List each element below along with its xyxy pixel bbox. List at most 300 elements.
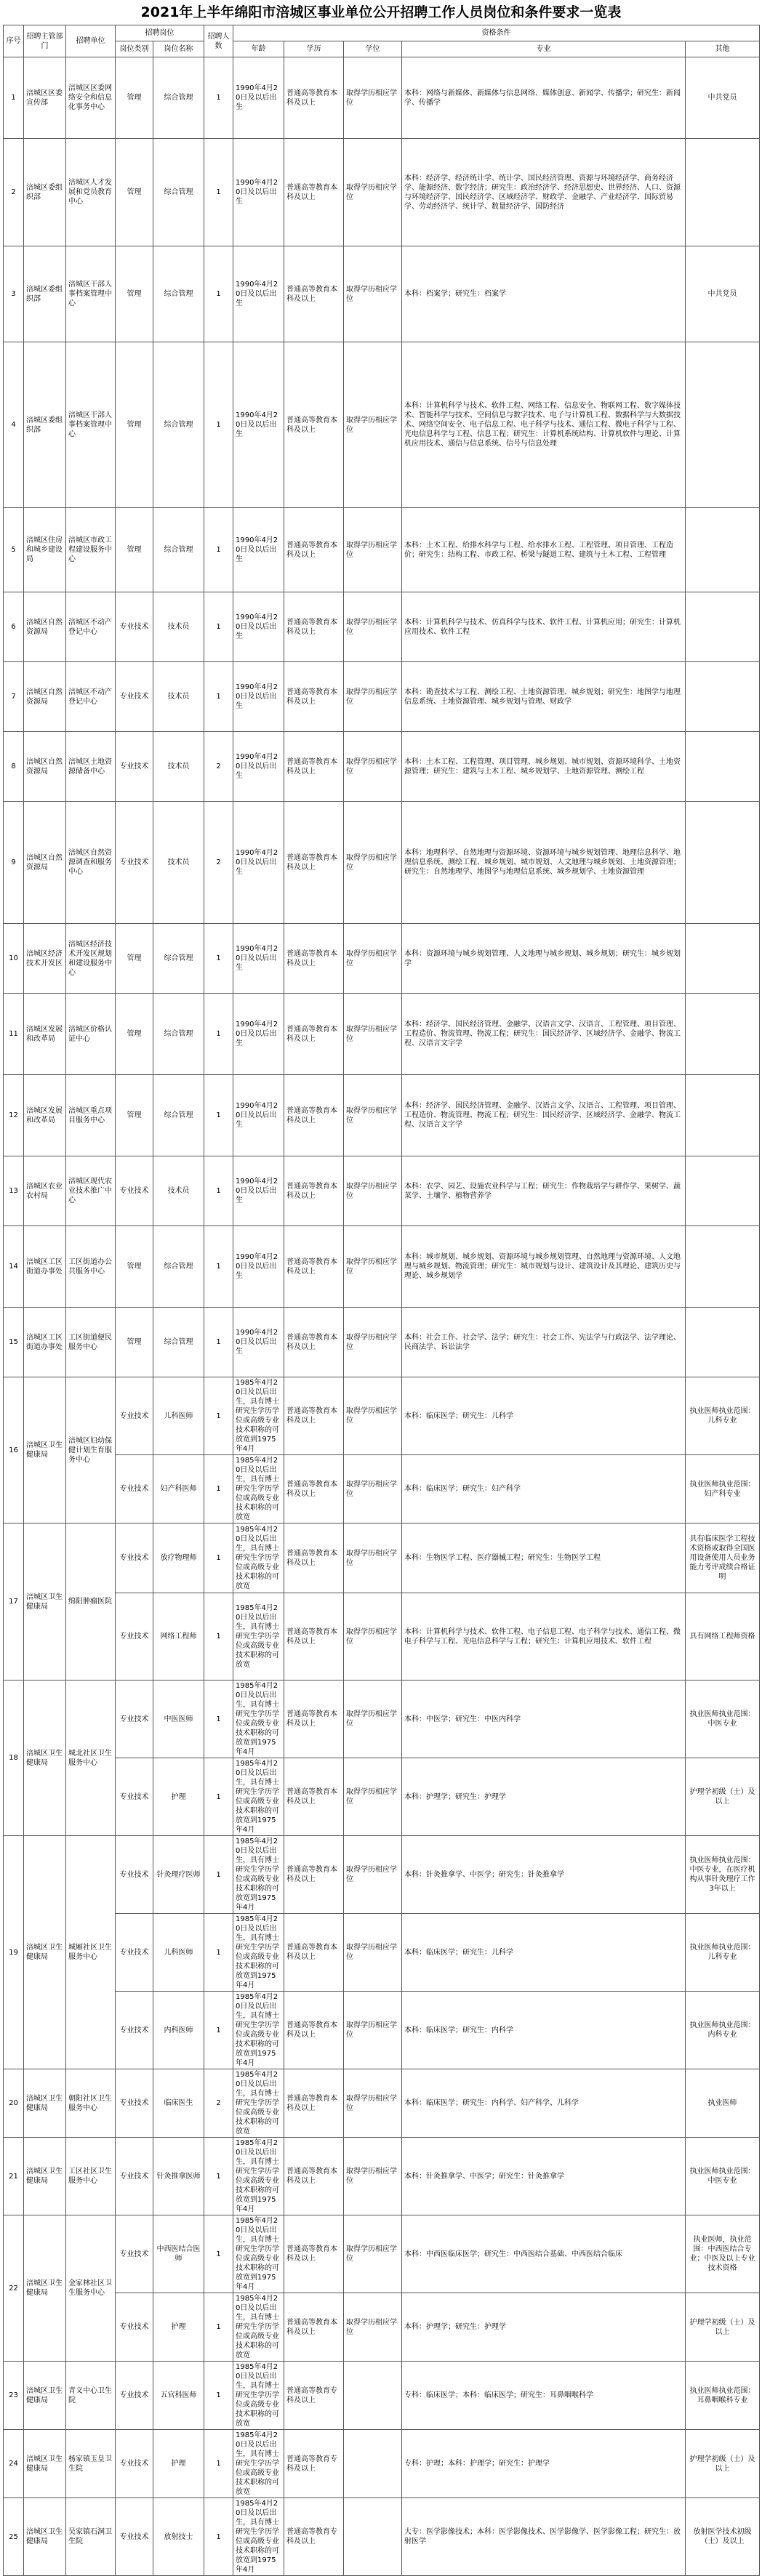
cell-dept: 涪城区住房和城乡建设局 [24,508,66,592]
cell-dept: 涪城区卫生健康局 [24,2430,66,2498]
cell-major: 本科：中西医临床医学；研究生：中西医结合基础、中西医结合临床 [402,2215,686,2293]
table-row [4,1681,760,1758]
cell-age: 1990年4月20日及以后出生 [233,57,284,139]
cell-major: 本科：勘查技术与工程、测绘工程、土地资源管理、城乡规划；研究生：地图学与地理信息系统、土地资源管理、城乡规划与管理、财政学 [402,662,686,732]
cell-post-type: 专业技术 [116,1914,153,1992]
cell-unit: 吴家镇石洞卫生院 [66,2498,116,2576]
cell-seq: 15 [4,1308,24,1377]
cell-count: 1 [204,1226,233,1308]
cell-post-name: 综合管理 [153,1226,204,1308]
cell-seq: 24 [4,2430,24,2498]
header-conditions: 资格条件 [233,25,760,41]
cell-unit: 涪城区不动产登记中心 [66,662,116,732]
cell-count: 1 [204,1156,233,1226]
cell-major: 本科：经济学、国民经济管理、金融学、汉语言文学、汉语言、工程管理、项目管理、工程造价、物流管理、物流工程；研究生：国民经济学、区域经济学、金融学、物流工程、汉语言文字学 [402,994,686,1075]
cell-post-type: 专业技术 [116,1156,153,1226]
table-row [4,1308,760,1377]
cell-dept: 涪城区卫生健康局 [24,1377,66,1524]
cell-seq: 16 [4,1377,24,1524]
cell-degree: 取得学历相应学位 [344,139,402,246]
cell-count: 1 [204,1524,233,1593]
cell-education: 普通高等教育本科及以上 [284,2293,344,2362]
cell-post-name: 综合管理 [153,924,204,994]
cell-seq: 17 [4,1524,24,1681]
cell-count: 1 [204,2362,233,2430]
cell-other [686,1308,760,1377]
table-row [4,1377,760,1455]
cell-dept: 涪城区卫生健康局 [24,1681,66,1836]
cell-degree: 取得学历相应学位 [344,592,402,662]
cell-other: 具有网络工程师资格 [686,1593,760,1681]
cell-count: 2 [204,732,233,802]
cell-dept: 涪城区委组织部 [24,342,66,508]
header-post-type: 岗位类别 [116,41,153,57]
cell-other: 执业医师执业范围：中医专业，在医疗机构从事针灸理疗工作3年以上 [686,1836,760,1914]
cell-major: 本科：针灸推拿学、中医学；研究生：针灸推拿学 [402,2138,686,2215]
cell-post-type: 专业技术 [116,1836,153,1914]
cell-other: 执业医师，执业范围：中西医结合专业；中医及以上专业技术资格 [686,2215,760,2293]
cell-count: 1 [204,994,233,1075]
cell-seq: 3 [4,246,24,342]
cell-degree: 取得学历相应学位 [344,2293,402,2362]
cell-post-name: 护理 [153,2293,204,2362]
cell-post-type: 管理 [116,246,153,342]
table-row [4,2069,760,2138]
cell-major: 本科：农学、园艺、设施农业科学与工程；研究生：作物栽培学与耕作学、果树学、蔬菜学、土壤学、植物营养学 [402,1156,686,1226]
cell-count: 1 [204,2215,233,2293]
cell-post-name: 技术员 [153,592,204,662]
cell-other: 中共党员 [686,57,760,139]
cell-major: 专科：护理；本科：护理学；研究生：护理学 [402,2430,686,2498]
cell-age: 1985年4月20日及以后出生，具有博士研究生学历学位或高级专业技术职称的可放宽到1975年4月 [233,1992,284,2069]
cell-degree: 取得学历相应学位 [344,1308,402,1377]
cell-post-type: 管理 [116,342,153,508]
cell-age: 1990年4月20日及以后出生 [233,592,284,662]
cell-degree: 取得学历相应学位 [344,1914,402,1992]
cell-education: 普通高等教育本科及以上 [284,139,344,246]
cell-dept: 涪城区自然资源局 [24,802,66,924]
table-row [4,1593,760,1681]
cell-age: 1985年4月20日及以后出生，具有博士研究生学历学位或高级专业技术职称的可放宽到1975年4月 [233,1914,284,1992]
cell-other: 执业医师执业范围：儿科专业 [686,1914,760,1992]
cell-age: 1990年4月20日及以后出生 [233,342,284,508]
header-major: 专业 [402,41,686,57]
cell-count: 1 [204,1758,233,1836]
cell-count: 1 [204,139,233,246]
cell-other: 放射医学技术初级（士）及以上 [686,2498,760,2576]
positions-table [3,25,760,2576]
cell-unit: 涪城区不动产登记中心 [66,592,116,662]
table-row [4,994,760,1075]
cell-degree: 取得学历相应学位 [344,1836,402,1914]
table-row [4,1836,760,1914]
cell-post-type: 管理 [116,1308,153,1377]
cell-major: 本科：计算机科学与技术、软件工程、电子信息工程、电子科学与技术、通信工程、微电子科学与工程、光电信息科学与工程；研究生：计算机应用技术、软件工程 [402,1593,686,1681]
cell-degree: 取得学历相应学位 [344,2069,402,2138]
cell-dept: 涪城区发展和改革局 [24,1075,66,1156]
cell-degree: 取得学历相应学位 [344,1593,402,1681]
cell-post-name: 技术员 [153,802,204,924]
cell-seq: 6 [4,592,24,662]
cell-other [686,1075,760,1156]
cell-post-name: 技术员 [153,662,204,732]
cell-post-type: 专业技术 [116,732,153,802]
cell-major: 本科：护理学；研究生：护理学 [402,1758,686,1836]
cell-post-name: 综合管理 [153,57,204,139]
cell-post-type: 管理 [116,924,153,994]
cell-age: 1985年4月20日及以后出生，具有博士研究生学历学位或高级专业技术职称的可放宽 [233,2362,284,2430]
cell-post-type: 专业技术 [116,1524,153,1593]
cell-other: 中共党员 [686,246,760,342]
cell-degree: 取得学历相应学位 [344,1758,402,1836]
cell-seq: 14 [4,1226,24,1308]
cell-count: 1 [204,1593,233,1681]
header-degree: 学位 [344,41,402,57]
cell-seq: 18 [4,1681,24,1836]
cell-post-type: 专业技术 [116,662,153,732]
cell-post-name: 综合管理 [153,139,204,246]
table-row [4,1075,760,1156]
cell-unit: 城厢社区卫生服务中心 [66,1836,116,2069]
cell-education: 普通高等教育本科及以上 [284,1524,344,1593]
cell-major: 本科：计算机科学与技术、仿真科学与技术、软件工程、计算机应用；研究生：计算机应用技术、软件工程 [402,592,686,662]
cell-other [686,732,760,802]
cell-major: 专科：临床医学；本科：临床医学；研究生：耳鼻咽喉科学 [402,2362,686,2430]
cell-age: 1985年4月20日及以后出生，具有博士研究生学历学位或高级专业技术职称的可放宽 [233,1524,284,1593]
cell-unit: 金家林社区卫生服务中心 [66,2215,116,2362]
cell-age: 1990年4月20日及以后出生 [233,1308,284,1377]
cell-seq: 22 [4,2215,24,2362]
cell-degree: 取得学历相应学位 [344,1524,402,1593]
table-row [4,139,760,246]
cell-degree: 取得学历相应学位 [344,246,402,342]
cell-degree: 取得学历相应学位 [344,732,402,802]
cell-major: 本科：临床医学；研究生：儿科学 [402,1377,686,1455]
cell-post-type: 管理 [116,994,153,1075]
cell-degree: 取得学历相应学位 [344,57,402,139]
cell-dept: 涪城区工区街道办事处 [24,1308,66,1377]
cell-age: 1985年4月20日及以后出生，具有博士研究生学历学位或高级专业技术职称的可放宽到1975年4月 [233,2498,284,2576]
cell-seq: 20 [4,2069,24,2138]
cell-dept: 涪城区卫生健康局 [24,2069,66,2138]
table-row [4,1992,760,2069]
cell-post-type: 专业技术 [116,2215,153,2293]
cell-major: 本科：中医学；研究生：中医内科学 [402,1681,686,1758]
cell-other: 执业医师执业范围：中医专业 [686,1681,760,1758]
table-row [4,1914,760,1992]
cell-dept: 涪城区工区街道办事处 [24,1226,66,1308]
cell-other: 执业医师执业范围：耳鼻咽喉科专业 [686,2362,760,2430]
cell-post-name: 护理 [153,2430,204,2498]
cell-dept: 涪城区委组织部 [24,246,66,342]
cell-age: 1990年4月20日及以后出生 [233,924,284,994]
table-row [4,2215,760,2293]
header-dept: 招聘主管部门 [24,25,66,57]
cell-other: 护理学初级（士）及以上 [686,2293,760,2362]
table-row [4,2498,760,2576]
cell-post-name: 临床医生 [153,2069,204,2138]
cell-education: 普通高等教育本科及以上 [284,1836,344,1914]
cell-unit: 涪城区干部人事档案管理中心 [66,246,116,342]
cell-post-name: 技术员 [153,1156,204,1226]
cell-unit: 工区街道便民服务中心 [66,1308,116,1377]
cell-major: 大专：医学影像技术；本科：医学影像技术、医学影像学、医学影像工程；研究生：放射医学 [402,2498,686,2576]
cell-education: 普通高等教育本科及以上 [284,246,344,342]
cell-unit: 涪城区人才发展和党员教育中心 [66,139,116,246]
cell-unit: 工区街道办公共服务中心 [66,1226,116,1308]
cell-age: 1990年4月20日及以后出生 [233,802,284,924]
cell-major: 本科：社会工作、社会学、法学；研究生：社会工作、宪法学与行政法学、法学理论、民商法学、诉讼法学 [402,1308,686,1377]
cell-education: 普通高等教育本科及以上 [284,732,344,802]
cell-seq: 13 [4,1156,24,1226]
cell-post-type: 管理 [116,139,153,246]
cell-major: 本科：土木工程、工程管理、项目管理、城乡规划、城市规划、资源环境科学、土地资源管理；研究生：建筑与土木工程、城乡规划学、土地资源管理、测绘工程 [402,732,686,802]
cell-education: 普通高等教育本科及以上 [284,1455,344,1524]
cell-age: 1985年4月20日及以后出生，具有博士研究生学历学位或高级专业技术职称的可放宽到1975年4月 [233,2215,284,2293]
cell-age: 1990年4月20日及以后出生 [233,246,284,342]
table-row [4,1226,760,1308]
cell-degree [344,2430,402,2498]
cell-seq: 2 [4,139,24,246]
cell-other: 执业医师 [686,2069,760,2138]
cell-unit: 杨家镇玉皇卫生院 [66,2430,116,2498]
cell-education: 普通高等教育本科及以上 [284,1226,344,1308]
cell-unit: 涪城区区委网络安全和信息化事务中心 [66,57,116,139]
cell-age: 1985年4月20日及以后出生，具有博士研究生学历学位或高级专业技术职称的可放宽 [233,1593,284,1681]
cell-count: 1 [204,2293,233,2362]
cell-education: 普通高等教育本科及以上 [284,2069,344,2138]
cell-unit: 朝阳社区卫生服务中心 [66,2069,116,2138]
cell-post-name: 放疗物理师 [153,1524,204,1593]
table-row [4,2138,760,2215]
cell-degree: 取得学历相应学位 [344,2138,402,2215]
cell-major: 本科：地理科学、自然地理与资源环境、资源环境与城乡规划管理、地理信息科学、地理信息系统、测绘工程、城乡规划、城市规划、人文地理与城乡规划、土地资源管理；研究生：自然地理学、地图学与地理信息系统、城乡规划学、土地资源管理 [402,802,686,924]
cell-post-type: 专业技术 [116,802,153,924]
cell-major: 本科：土木工程、给排水科学与工程、给水排水工程、工程管理、项目管理、工程造价；研究生：结构工程、市政工程、桥梁与隧道工程、建筑与土木工程、工程管理 [402,508,686,592]
table-row [4,1156,760,1226]
cell-age: 1985年4月20日及以后出生，具有博士研究生学历学位或高级专业技术职称的可放宽 [233,1455,284,1524]
cell-post-type: 专业技术 [116,1593,153,1681]
table-row [4,57,760,139]
header-age: 年龄 [233,41,284,57]
cell-age: 1990年4月20日及以后出生 [233,1156,284,1226]
cell-post-type: 管理 [116,57,153,139]
cell-unit: 涪城区干部人事档案管理中心 [66,342,116,508]
cell-degree: 取得学历相应学位 [344,1377,402,1455]
cell-other [686,1156,760,1226]
cell-education: 普通高等教育本科及以上 [284,1308,344,1377]
table-row [4,1758,760,1836]
cell-education: 普通高等教育专科及以上 [284,2498,344,2576]
cell-post-type: 专业技术 [116,2362,153,2430]
cell-degree: 取得学历相应学位 [344,1992,402,2069]
cell-education: 普通高等教育本科及以上 [284,1593,344,1681]
cell-count: 1 [204,342,233,508]
cell-post-name: 中医医师 [153,1681,204,1758]
cell-degree: 取得学历相应学位 [344,1681,402,1758]
cell-age: 1985年4月20日及以后出生，具有博士研究生学历学位或高级专业技术职称的可放宽 [233,2430,284,2498]
cell-age: 1985年4月20日及以后出生，具有博士研究生学历学位或高级专业技术职称的可放宽到1975年4月 [233,2138,284,2215]
cell-unit: 绵阳肿瘤医院 [66,1524,116,1681]
table-row [4,342,760,508]
cell-count: 1 [204,2498,233,2576]
cell-age: 1990年4月20日及以后出生 [233,994,284,1075]
cell-degree: 取得学历相应学位 [344,508,402,592]
cell-count: 1 [204,1377,233,1455]
cell-post-name: 网络工程师 [153,1593,204,1681]
cell-post-type: 专业技术 [116,2430,153,2498]
cell-seq: 23 [4,2362,24,2430]
cell-post-type: 专业技术 [116,592,153,662]
cell-education: 普通高等教育本科及以上 [284,1992,344,2069]
cell-post-name: 综合管理 [153,508,204,592]
table-row [4,2430,760,2498]
cell-post-name: 护理 [153,1758,204,1836]
cell-other [686,662,760,732]
cell-degree: 取得学历相应学位 [344,662,402,732]
cell-count: 1 [204,1914,233,1992]
cell-unit: 涪城区市政工程建设服务中心 [66,508,116,592]
cell-education: 普通高等教育本科及以上 [284,1156,344,1226]
cell-degree: 取得学历相应学位 [344,1156,402,1226]
table-row [4,924,760,994]
cell-post-name: 内科医师 [153,1992,204,2069]
cell-post-name: 综合管理 [153,994,204,1075]
header-post-name: 岗位名称 [153,41,204,57]
cell-major: 本科：城市规划、城乡规划、资源环境与城乡规划管理、自然地理与资源环境、人文地理与城乡规划、物流管理；研究生：城市规划与设计、建筑设计及其理论、建筑历史与理论、城乡规划学 [402,1226,686,1308]
positions-body [4,57,760,2576]
cell-post-type: 专业技术 [116,2138,153,2215]
cell-education: 普通高等教育本科及以上 [284,2138,344,2215]
cell-count: 1 [204,924,233,994]
cell-major: 本科：档案学；研究生：档案学 [402,246,686,342]
cell-count: 1 [204,1992,233,2069]
cell-post-name: 技术员 [153,732,204,802]
cell-age: 1990年4月20日及以后出生 [233,732,284,802]
cell-education: 普通高等教育专科及以上 [284,2430,344,2498]
table-row [4,2293,760,2362]
cell-other: 执业医师执业范围：儿科专业 [686,1377,760,1455]
cell-education: 普通高等教育本科及以上 [284,508,344,592]
header-unit: 招聘单位 [66,25,116,57]
cell-age: 1985年4月20日及以后出生，具有博士研究生学历学位或高级专业技术职称的可放宽 [233,2069,284,2138]
cell-unit: 涪城区土地资源储备中心 [66,732,116,802]
cell-other [686,508,760,592]
cell-post-name: 儿科医师 [153,1377,204,1455]
cell-other: 护理学初级（士）及以上 [686,1758,760,1836]
cell-unit: 涪城区重点项目服务中心 [66,1075,116,1156]
cell-other [686,139,760,246]
cell-post-name: 综合管理 [153,1308,204,1377]
cell-post-name: 综合管理 [153,246,204,342]
cell-unit: 涪城区现代农业技术推广中心 [66,1156,116,1226]
cell-count: 1 [204,1308,233,1377]
cell-post-name: 综合管理 [153,342,204,508]
cell-education: 普通高等教育本科及以上 [284,1377,344,1455]
cell-seq: 7 [4,662,24,732]
cell-post-type: 专业技术 [116,2069,153,2138]
cell-dept: 涪城区区委宣传部 [24,57,66,139]
cell-education: 普通高等教育本科及以上 [284,342,344,508]
cell-seq: 9 [4,802,24,924]
cell-degree: 取得学历相应学位 [344,924,402,994]
cell-seq: 19 [4,1836,24,2069]
table-row [4,508,760,592]
cell-post-name: 妇产科医师 [153,1455,204,1524]
cell-education: 普通高等教育专科及以上 [284,2362,344,2430]
cell-seq: 5 [4,508,24,592]
cell-unit: 工区社区卫生服务中心 [66,2138,116,2215]
cell-education: 普通高等教育本科及以上 [284,592,344,662]
cell-dept: 涪城区卫生健康局 [24,1524,66,1681]
cell-age: 1990年4月20日及以后出生 [233,1226,284,1308]
cell-post-type: 管理 [116,508,153,592]
table-row [4,1524,760,1593]
cell-age: 1990年4月20日及以后出生 [233,139,284,246]
cell-count: 2 [204,2069,233,2138]
cell-education: 普通高等教育本科及以上 [284,1914,344,1992]
cell-dept: 涪城区卫生健康局 [24,2215,66,2362]
cell-degree: 取得学历相应学位 [344,994,402,1075]
cell-unit: 涪城区价格认证中心 [66,994,116,1075]
table-row [4,802,760,924]
cell-major: 本科：临床医学；研究生：妇产科学 [402,1455,686,1524]
cell-count: 1 [204,662,233,732]
cell-count: 2 [204,802,233,924]
table-row [4,732,760,802]
cell-dept: 涪城区卫生健康局 [24,2138,66,2215]
cell-other [686,342,760,508]
cell-dept: 涪城区卫生健康局 [24,2362,66,2430]
cell-unit: 青义中心卫生院 [66,2362,116,2430]
cell-seq: 4 [4,342,24,508]
cell-degree: 取得学历相应学位 [344,1226,402,1308]
cell-age: 1990年4月20日及以后出生 [233,508,284,592]
cell-post-name: 针灸理疗医师 [153,1836,204,1914]
cell-unit: 城北社区卫生服务中心 [66,1681,116,1836]
cell-post-name: 针灸推拿医师 [153,2138,204,2215]
cell-age: 1990年4月20日及以后出生 [233,662,284,732]
cell-education: 普通高等教育本科及以上 [284,924,344,994]
header-count: 招聘人数 [204,25,233,57]
cell-dept: 涪城区委组织部 [24,139,66,246]
cell-count: 1 [204,1836,233,1914]
cell-post-type: 专业技术 [116,1681,153,1758]
cell-seq: 11 [4,994,24,1075]
cell-seq: 25 [4,2498,24,2576]
header-seq: 序号 [4,25,24,57]
cell-other: 具有临床医学工程技术资格或取得全国医用设备使用人员业务能力考评成绩合格证明 [686,1524,760,1593]
cell-major: 本科：经济学、经济统计学、统计学、国民经济管理、资源与环境经济学、商务经济学、能源经济、数字经济；研究生：政治经济学、经济思想史、世界经济、人口、资源与环境经济学、国民经济学、区域经济学、财政学、金融学、产业经济学、国际贸易学、劳动经济学、统计学、数量经济学、国防经济 [402,139,686,246]
page-title: 2021年上半年绵阳市涪城区事业单位公开招聘工作人员岗位和条件要求一览表 [140,4,622,20]
cell-major: 本科：临床医学；研究生：儿科学 [402,1914,686,1992]
header-other: 其他 [686,41,760,57]
cell-education: 普通高等教育本科及以上 [284,1758,344,1836]
cell-seq: 12 [4,1075,24,1156]
cell-major: 本科：针灸推拿学、中医学；研究生：针灸推拿学 [402,1836,686,1914]
cell-education: 普通高等教育本科及以上 [284,1075,344,1156]
header-education: 学历 [284,41,344,57]
cell-age: 1985年4月20日及以后出生，具有博士研究生学历学位或高级专业技术职称的可放宽 [233,2293,284,2362]
table-row [4,662,760,732]
cell-count: 1 [204,57,233,139]
cell-count: 1 [204,2430,233,2498]
cell-major: 本科：临床医学；研究生：内科学 [402,1992,686,2069]
cell-post-type: 专业技术 [116,1992,153,2069]
cell-post-type: 管理 [116,1075,153,1156]
cell-post-name: 中西医结合医师 [153,2215,204,2293]
cell-major: 本科：经济学、国民经济管理、金融学、汉语言文学、汉语言、工程管理、项目管理、工程造价、物流管理、物流工程；研究生：国民经济学、区域经济学、金融学、物流工程、汉语言文字学 [402,1075,686,1156]
